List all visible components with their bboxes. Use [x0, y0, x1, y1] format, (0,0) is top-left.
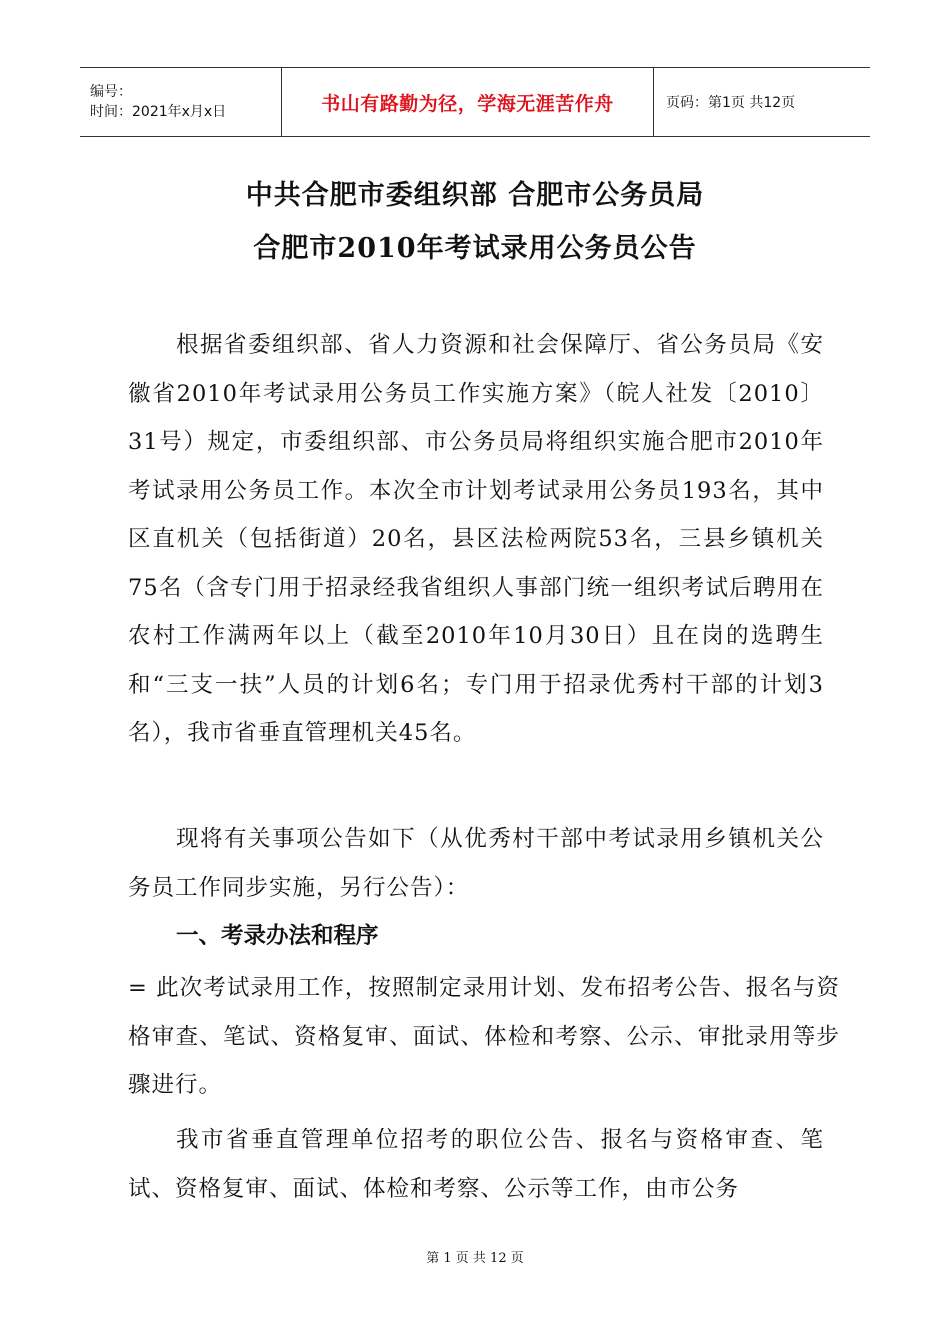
- header-table: [80, 67, 870, 137]
- document-title-line1: 中共合肥市委组织部 合肥市公务员局: [245, 180, 705, 211]
- motto-text: 书山有路勤为径，学海无涯苦作舟: [321, 92, 614, 115]
- header-page-info: [654, 68, 870, 136]
- page-footer: 第 1 页 共 12 页: [426, 1251, 524, 1266]
- header-meta: [80, 68, 282, 136]
- body-paragraph-4: 我市省垂直管理单位招考的职位公告、报名与资格审查、笔试、资格复审、面试、体检和考察、公示等工作，由市公务: [128, 1127, 824, 1202]
- document-title-line2: 合肥市2010年考试录用公务员公告: [253, 233, 697, 264]
- section-heading-1: 一、考录办法和程序: [176, 923, 379, 949]
- time-label: 时间：2021年x月x日: [90, 104, 227, 120]
- header-motto-cell: [282, 68, 654, 136]
- page-info-text: 页码：第1页 共12页: [666, 95, 796, 111]
- number-label: 编号：: [90, 84, 132, 100]
- body-paragraph-3: = 此次考试录用工作，按照制定录用计划、发布招考公告、报名与资格审查、笔试、资格复审、面试、体检和考察、公示、审批录用等步骤进行。: [128, 975, 840, 1098]
- body-paragraph-2: 现将有关事项公告如下（从优秀村干部中考试录用乡镇机关公务员工作同步实施，另行公告）：: [128, 826, 824, 901]
- body-paragraph-1: 根据省委组织部、省人力资源和社会保障厅、省公务员局《安徽省2010年考试录用公务员工作实施方案》（皖人社发〔2010〕31号）规定，市委组织部、市公务员局将组织实施合肥市2010年考试录用公务员工作。本次全市计划考试录用公务员193名，其中区直机关（包括街道）20名，县区法检两院53名，三县乡镇机关75名（含专门用于招录经我省组织人事部门统一组织考试后聘用在农村工作满两年以上（截至2010年10月30日）且在岗的选聘生和“三支一扶”人员的计划6名；专门用于招录优秀村干部的计划3名），我市省垂直管理机关45名。: [128, 332, 824, 746]
